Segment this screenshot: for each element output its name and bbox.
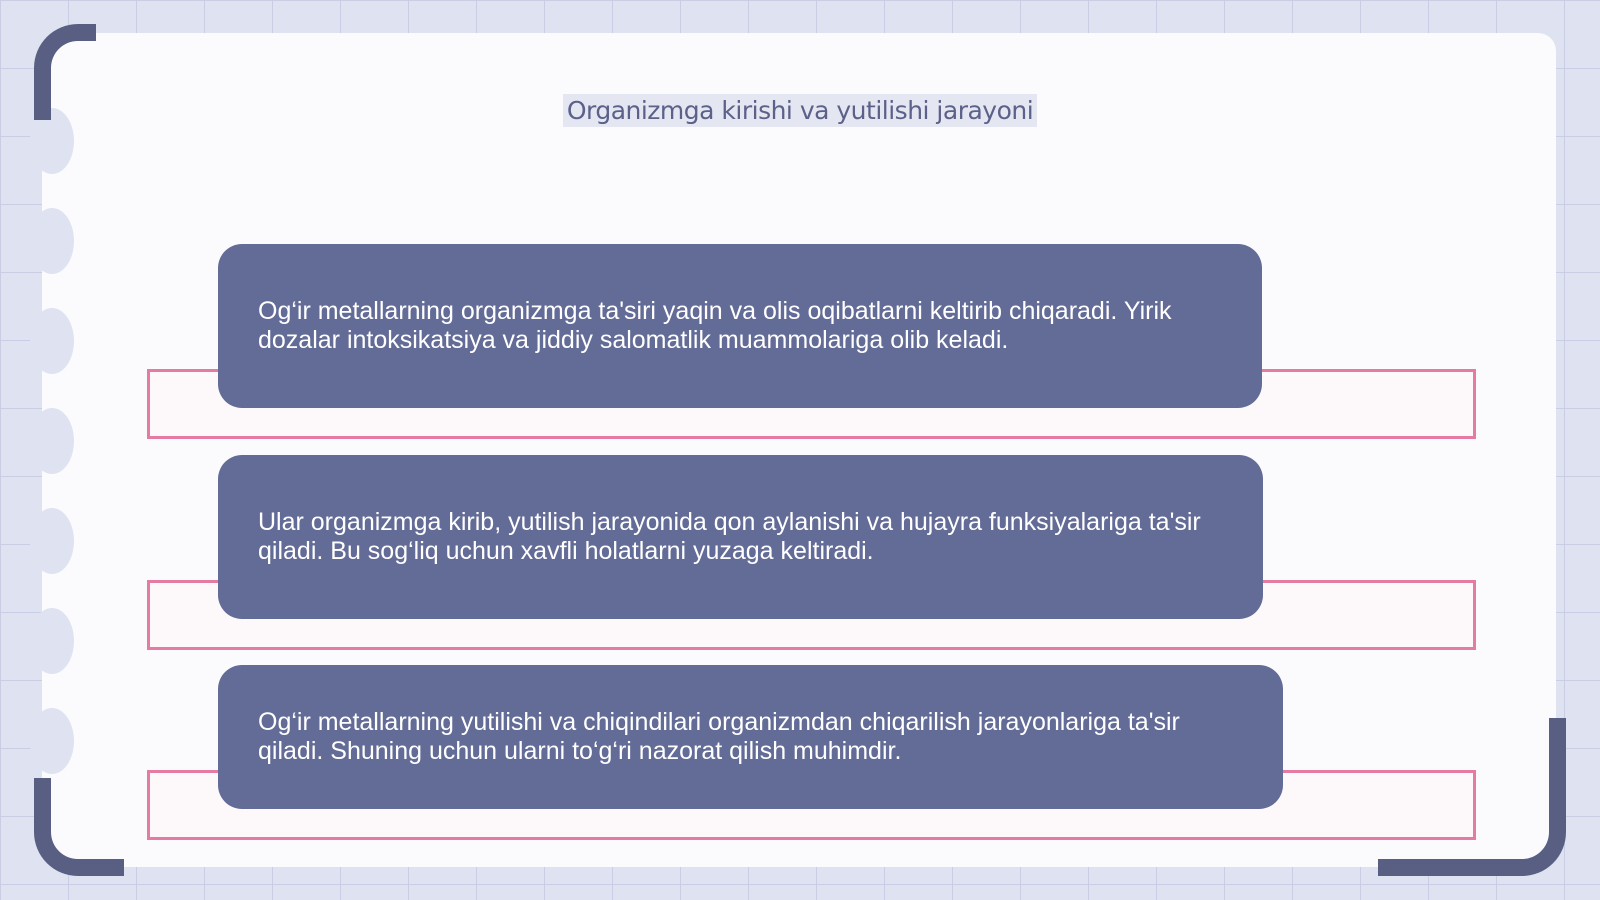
slide-title: Organizmga kirishi va yutilishi jarayoni [563, 94, 1037, 127]
info-card [218, 455, 1263, 619]
paper-scallop-edge [30, 608, 74, 674]
corner-bracket-bottom-left [34, 778, 124, 876]
paper-scallop-edge [30, 208, 74, 274]
info-card [218, 665, 1283, 809]
info-card-text: Ular organizmga kirib, yutilish jarayonida qon aylanishi va hujayra funksiyalariga ta'sir qiladi. Bu sog‘liq uchun xavfli holatlarni yuzaga keltiradi. [258, 508, 1201, 565]
info-card-text: Og‘ir metallarning organizmga ta'siri yaqin va olis oqibatlarni keltirib chiqaradi. Yirik dozalar intoksikatsiya va jiddiy salomatlik muammolariga olib keladi. [258, 297, 1172, 354]
paper-scallop-edge [30, 408, 74, 474]
paper-scallop-edge [30, 708, 74, 774]
paper-scallop-edge [30, 308, 74, 374]
slide-title-wrap [0, 94, 1600, 127]
info-card [218, 244, 1262, 408]
info-card-text: Og‘ir metallarning yutilishi va chiqindilari organizmdan chiqarilish jarayonlariga ta'sir qiladi. Shuning uchun ularni to‘g‘ri nazorat qilish muhimdir. [258, 708, 1180, 765]
paper-scallop-edge [30, 508, 74, 574]
